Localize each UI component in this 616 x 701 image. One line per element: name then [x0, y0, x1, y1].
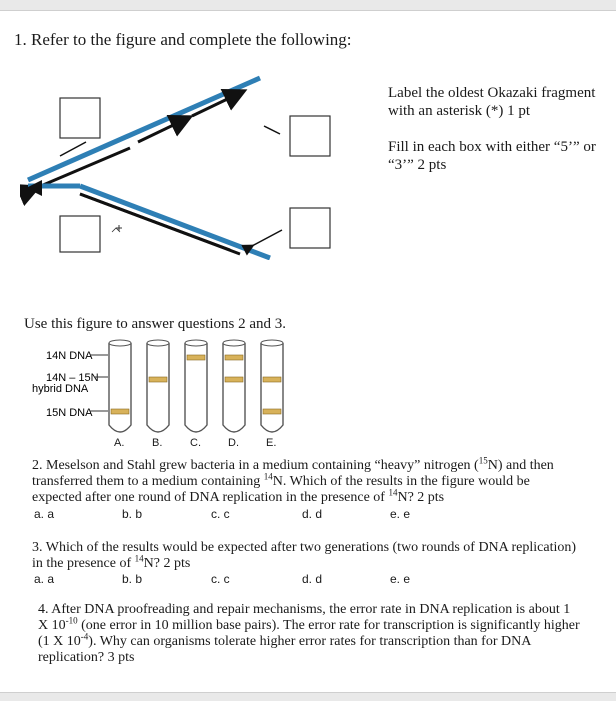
tube-letter: A. — [114, 437, 125, 449]
question-2 — [32, 455, 612, 506]
q2-line2: transferred them to a medium containing $^{14}$N. Which of the results in the figure would be — [32, 471, 530, 489]
arrow-right-upper — [264, 126, 280, 134]
q2-option-c[interactable]: c. c — [211, 507, 230, 521]
new-strand-bottom-2 — [80, 194, 230, 250]
q3-line2: in the presence of $^{14}$N? 2 pts — [32, 553, 191, 571]
q1-instruction-asterisk: Label the oldest Okazaki fragment with an asterisk (*) 1 pt — [388, 85, 596, 119]
tube-letter: C. — [190, 437, 201, 449]
answer-box-bottom-left[interactable] — [60, 216, 100, 252]
q1-instruction-boxes: Fill in each box with either “5’” or “3’” 2 pts — [388, 139, 596, 173]
answer-box-top-left[interactable] — [60, 98, 100, 138]
label-hybrid-line1: 14N – 15N — [46, 372, 99, 384]
centrifuge-tubes-figure — [30, 335, 310, 445]
q4-line4: replication? 3 pts — [38, 650, 135, 665]
answer-box-right-upper[interactable] — [290, 116, 330, 156]
tube-letter: B. — [152, 437, 163, 449]
q4-line2: X $10^{-10}$ (one error in 10 million base pairs). The error rate for transcription is significantly higher — [38, 615, 580, 633]
dna-band — [111, 409, 129, 414]
q2-line3: expected after one round of DNA replication in the presence of $^{14}$N? 2 pts — [32, 487, 445, 505]
q2-options — [34, 507, 594, 521]
document-top-bar — [0, 0, 616, 11]
tube-rim — [261, 340, 283, 346]
dna-band — [149, 377, 167, 382]
label-15n-dna: 15N DNA — [46, 407, 93, 419]
tube-letter: D. — [228, 437, 239, 449]
label-14n-dna: 14N DNA — [46, 350, 93, 362]
centrifuge-tube — [147, 343, 169, 432]
tube-rim — [223, 340, 245, 346]
q2-option-a[interactable]: a. a — [34, 507, 55, 521]
tube-rim — [109, 340, 131, 346]
tube-group — [90, 340, 283, 432]
tube-rim — [147, 340, 169, 346]
tube-letter: E. — [266, 437, 277, 449]
dna-band — [263, 377, 281, 382]
q2-option-e[interactable]: e. e — [390, 507, 411, 521]
figure-2-caption: Use this figure to answer questions 2 and 3. — [24, 316, 287, 332]
replication-fork-diagram — [20, 60, 350, 260]
q3-line1: 3. Which of the results would be expected after two generations (two rounds of DNA replication) — [32, 540, 577, 555]
dna-band — [263, 409, 281, 414]
q4-line3: (1 X $10^{-4}$). Why can organisms tolerate higher error rates for transcription than for DNA — [38, 631, 532, 649]
question-1-title: 1. Refer to the figure and complete the following: — [14, 30, 352, 49]
dna-band — [225, 355, 243, 360]
dna-band — [187, 355, 205, 360]
q2-line1: 2. Meselson and Stahl grew bacteria in a medium containing “heavy” nitrogen ($^{15}$N) and then — [32, 455, 554, 473]
centrifuge-tube — [109, 343, 131, 432]
q3-option-d[interactable]: d. d — [302, 572, 323, 586]
q3-option-e[interactable]: e. e — [390, 572, 411, 586]
q4-line1: 4. After DNA proofreading and repair mechanisms, the error rate in DNA replication is about 1 — [38, 602, 571, 617]
parental-strand-bottom — [80, 186, 270, 258]
arrow-lower-right — [252, 230, 282, 246]
q2-option-b[interactable]: b. b — [122, 507, 143, 521]
q3-options — [34, 572, 594, 586]
tube-rim — [185, 340, 207, 346]
q3-option-b[interactable]: b. b — [122, 572, 143, 586]
label-hybrid-line2: hybrid DNA — [32, 383, 89, 395]
q3-option-c[interactable]: c. c — [211, 572, 230, 586]
cursor-move-icon — [112, 225, 122, 232]
answer-box-right-lower[interactable] — [290, 208, 330, 248]
q3-option-a[interactable]: a. a — [34, 572, 55, 586]
question-4 — [38, 602, 612, 666]
q2-option-d[interactable]: d. d — [302, 507, 323, 521]
question-3 — [32, 540, 616, 572]
dna-band — [225, 377, 243, 382]
centrifuge-tube — [261, 343, 283, 432]
